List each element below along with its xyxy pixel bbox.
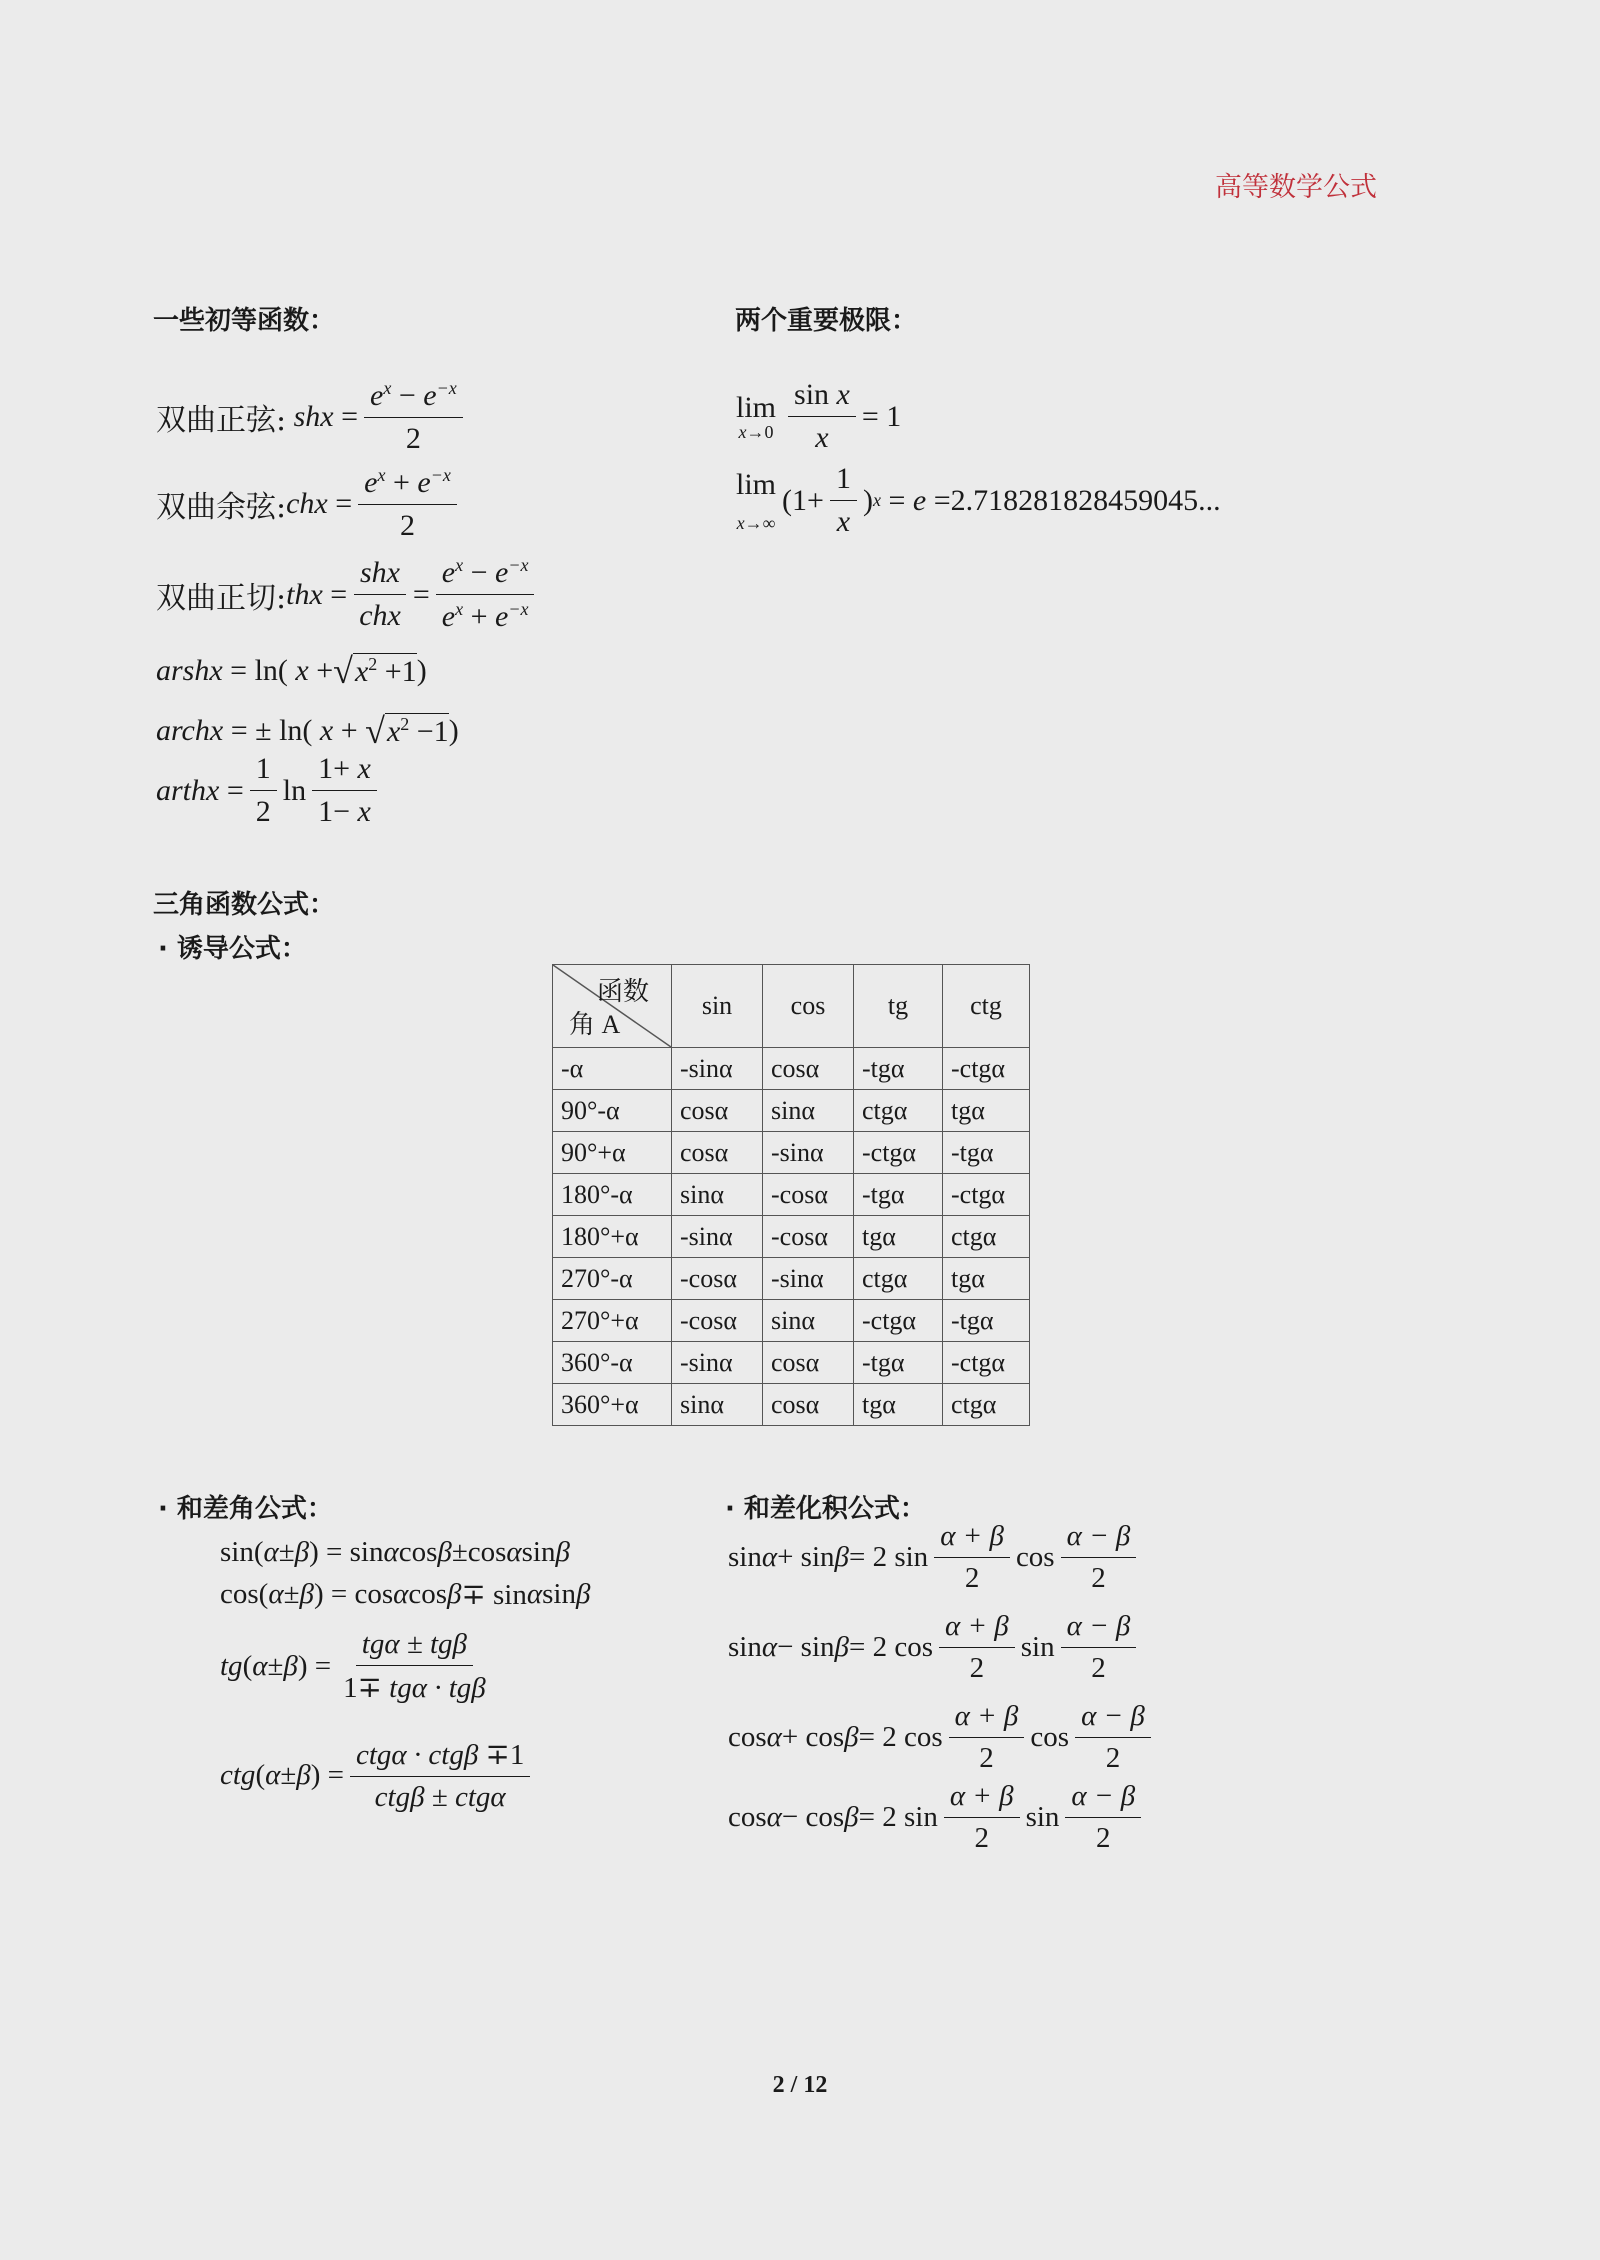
tg-cell: -ctgα [854, 1300, 943, 1342]
angle-cell: -α [553, 1048, 672, 1090]
angle-cell: 90°+α [553, 1132, 672, 1174]
formula-sin-minus-sin: sin α − sin β = 2 cos $\frac{\alpha + \beta}{2}$ sin $\frac{\alpha - \beta}{2}$ [728, 1610, 1142, 1685]
table-row [553, 1174, 1030, 1216]
col-header-ctg: ctg [943, 965, 1030, 1048]
formula-limit-sinx: lim x→0 $\frac{\text{sin x}}{x}$ = 1 [736, 378, 902, 454]
sin-cell: -sinα [672, 1048, 763, 1090]
tanh-label: 双曲正切: [156, 580, 287, 616]
heading-important-limits: 两个重要极限： [735, 306, 918, 336]
sin-cell: -cosα [672, 1258, 763, 1300]
table-row [553, 1384, 1030, 1426]
cos-cell: cosα [763, 1342, 854, 1384]
sin-cell: cosα [672, 1132, 763, 1174]
tg-cell: ctgα [854, 1258, 943, 1300]
tg-cell: ctgα [854, 1090, 943, 1132]
angle-cell: 90°-α [553, 1090, 672, 1132]
col-header-tg: tg [854, 965, 943, 1048]
formula-sin-sum: sin( α ± β ) = sin α cos β ±cos α sin β [220, 1536, 570, 1568]
table-row [553, 1342, 1030, 1384]
angle-cell: 360°+α [553, 1384, 672, 1426]
angle-cell: 360°-α [553, 1342, 672, 1384]
tg-cell: -tgα [854, 1174, 943, 1216]
formula-cos-minus-cos: cos α − cos β = 2 sin $\frac{\alpha + \beta}{2}$ sin $\frac{\alpha - \beta}{2}$ [728, 1780, 1147, 1855]
ctg-cell: ctgα [943, 1216, 1030, 1258]
cos-cell: -sinα [763, 1258, 854, 1300]
table-corner-cell [553, 965, 672, 1048]
cos-cell: sinα [763, 1090, 854, 1132]
sin-cell: sinα [672, 1384, 763, 1426]
cos-cell: sinα [763, 1300, 854, 1342]
ctg-cell: tgα [943, 1090, 1030, 1132]
heading-induction-formulas: · 诱导公式： [158, 934, 307, 964]
table-row [553, 1132, 1030, 1174]
ctg-cell: -tgα [943, 1132, 1030, 1174]
ctg-cell: tgα [943, 1258, 1030, 1300]
formula-cos-sum: cos( α ± β ) = cos α cos β ∓ sin α sin β [220, 1578, 591, 1611]
table-row [553, 1090, 1030, 1132]
angle-cell: 270°+α [553, 1300, 672, 1342]
tg-cell: tgα [854, 1384, 943, 1426]
formula-limit-e: lim x→∞ (1+ $\frac{1}{x}$ ) x = e = 2.718281828459045... [736, 462, 1221, 538]
corner-label-function: 函数 [596, 977, 649, 1006]
cos-cell: -sinα [763, 1132, 854, 1174]
formula-sinh: 双曲正弦: shx = $\frac{e^x - e^{-x}}{2}$ [156, 378, 469, 456]
ctg-cell: -ctgα [943, 1174, 1030, 1216]
formula-ctg-sum: ctg ( α ± β ) = $\frac{\text{ctgα · ctgβ ∓1}}{\text{ctgβ ± ctgα}}$ [220, 1737, 536, 1814]
cos-cell: cosα [763, 1384, 854, 1426]
ctg-cell: -tgα [943, 1300, 1030, 1342]
cos-cell: cosα [763, 1048, 854, 1090]
tg-cell: -tgα [854, 1048, 943, 1090]
ctg-cell: -ctgα [943, 1342, 1030, 1384]
heading-sum-diff-angle: · 和差角公式： [158, 1494, 333, 1524]
tg-cell: tgα [854, 1216, 943, 1258]
sinh-label: 双曲正弦: [156, 403, 287, 438]
tg-cell: -ctgα [854, 1132, 943, 1174]
cosh-label: 双曲余弦: [156, 490, 287, 525]
formula-sin-plus-sin: sin α + sin β = 2 sin $\frac{\alpha + \beta}{2}$ cos $\frac{\alpha - \beta}{2}$ [728, 1520, 1142, 1595]
table-row [553, 1258, 1030, 1300]
formula-arsinh: arshx = ln( x + √ $x^2 +1$ ) [156, 651, 427, 691]
formula-tanh: 双曲正切: thx = $\frac{\text{shx}}{\text{chx}}$ = $\frac{e^x - e^{-x}}{e^x + e^{-x}}$ [156, 555, 540, 634]
cos-cell: -cosα [763, 1174, 854, 1216]
sin-cell: cosα [672, 1090, 763, 1132]
angle-cell: 180°+α [553, 1216, 672, 1258]
heading-trig-formulas: 三角函数公式： [153, 890, 336, 920]
tg-cell: -tgα [854, 1342, 943, 1384]
sin-cell: -sinα [672, 1216, 763, 1258]
page-header-title: 高等数学公式 [1215, 172, 1377, 203]
formula-arcosh: archx = ± ln( x + √ $x^2 -1$ ) [156, 711, 459, 751]
angle-cell: 180°-α [553, 1174, 672, 1216]
e-value: 2.718281828459045... [950, 483, 1221, 517]
induction-table [552, 964, 1030, 1426]
formula-artanh: arthx = $\frac{1}{2}$ ln $\frac{1+ x}{1- x}$ [156, 752, 383, 829]
table-row [553, 1300, 1030, 1342]
sin-cell: -sinα [672, 1342, 763, 1384]
sin-cell: sinα [672, 1174, 763, 1216]
heading-sum-to-product: · 和差化积公式： [725, 1494, 926, 1524]
formula-cos-plus-cos: cos α + cos β = 2 cos $\frac{\alpha + \beta}{2}$ cos $\frac{\alpha - \beta}{2}$ [728, 1700, 1157, 1775]
formula-cosh: 双曲余弦: chx = $\frac{e^x + e^{-x}}{2}$ [156, 465, 463, 543]
formula-tg-sum: tg ( α ± β ) = $\frac{\text{tgα ± tgβ}}{\text{1∓ tgα · tgβ}}$ [220, 1628, 486, 1704]
heading-elementary-functions: 一些初等函数： [153, 306, 336, 336]
corner-label-angle: 角 A [569, 1010, 621, 1039]
table-row [553, 1216, 1030, 1258]
table-row [553, 1048, 1030, 1090]
ctg-cell: -ctgα [943, 1048, 1030, 1090]
cos-cell: -cosα [763, 1216, 854, 1258]
page-number: 2 / 12 [772, 2072, 828, 2098]
col-header-cos: cos [763, 965, 854, 1048]
sin-cell: -cosα [672, 1300, 763, 1342]
angle-cell: 270°-α [553, 1258, 672, 1300]
ctg-cell: ctgα [943, 1384, 1030, 1426]
col-header-sin: sin [672, 965, 763, 1048]
